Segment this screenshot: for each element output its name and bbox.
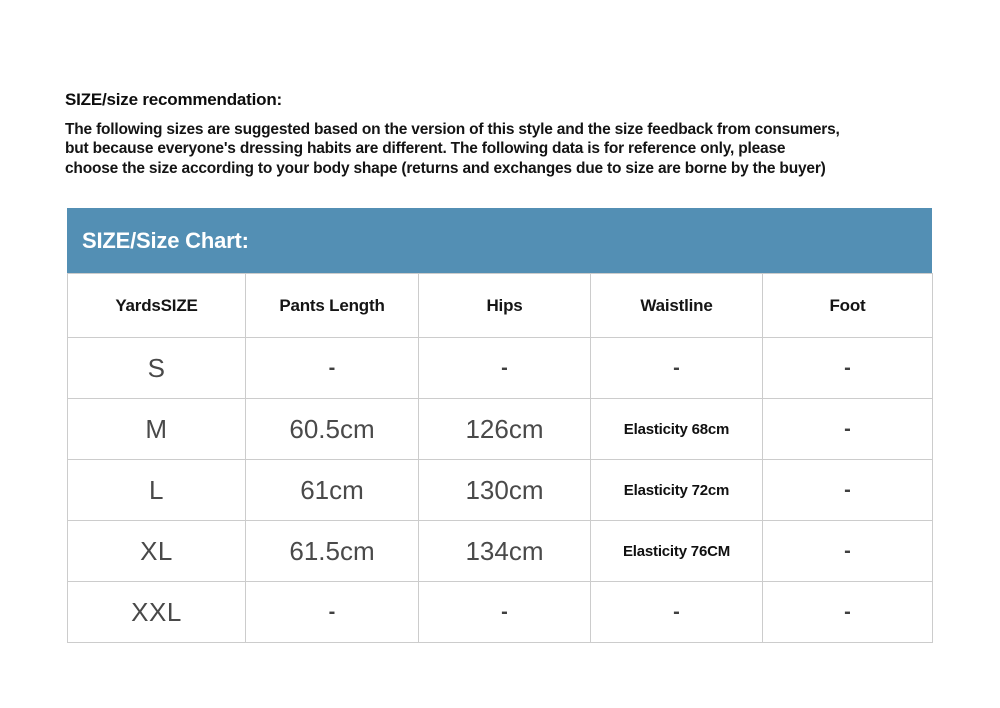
size-chart-title-bar [67, 208, 932, 273]
size-cell: XL [68, 521, 246, 582]
size-row [68, 582, 933, 643]
column-header: Pants Length [246, 274, 419, 338]
value-cell: - [763, 399, 933, 460]
value-cell: - [419, 582, 591, 643]
column-header: Waistline [591, 274, 763, 338]
size-recommendation-heading: SIZE/size recommendation: [65, 90, 282, 110]
size-cell: L [68, 460, 246, 521]
size-row [68, 338, 933, 399]
value-cell: 134cm [419, 521, 591, 582]
size-chart-table [67, 273, 933, 643]
size-row [68, 460, 933, 521]
size-cell: M [68, 399, 246, 460]
value-cell: 130cm [419, 460, 591, 521]
value-cell: - [763, 460, 933, 521]
value-cell: - [763, 582, 933, 643]
recommendation-line-1: The following sizes are suggested based on the version of this style and the size feedback from consumers, [65, 121, 840, 138]
value-cell: Elasticity 76CM [591, 521, 763, 582]
size-recommendation-text [65, 120, 945, 178]
value-cell: - [246, 582, 419, 643]
column-header: YardsSIZE [68, 274, 246, 338]
size-cell: S [68, 338, 246, 399]
size-row [68, 399, 933, 460]
value-cell: - [246, 338, 419, 399]
value-cell: 60.5cm [246, 399, 419, 460]
size-row [68, 521, 933, 582]
column-header: Hips [419, 274, 591, 338]
value-cell: - [591, 582, 763, 643]
recommendation-line-2: but because everyone's dressing habits are different. The following data is for reference only, please [65, 140, 786, 158]
value-cell: - [763, 521, 933, 582]
column-header: Foot [763, 274, 933, 338]
value-cell: Elasticity 68cm [591, 399, 763, 460]
value-cell: 61cm [246, 460, 419, 521]
size-chart-title: SIZE/Size Chart: [82, 227, 249, 253]
value-cell: - [763, 338, 933, 399]
size-cell: XXL [68, 582, 246, 643]
recommendation-line-3: choose the size according to your body shape (returns and exchanges due to size are borne by the buyer) [65, 159, 826, 177]
table-body [68, 338, 933, 643]
value-cell: - [419, 338, 591, 399]
value-cell: - [591, 338, 763, 399]
value-cell: 61.5cm [246, 521, 419, 582]
table-header-row [68, 274, 933, 338]
value-cell: Elasticity 72cm [591, 460, 763, 521]
value-cell: 126cm [419, 399, 591, 460]
